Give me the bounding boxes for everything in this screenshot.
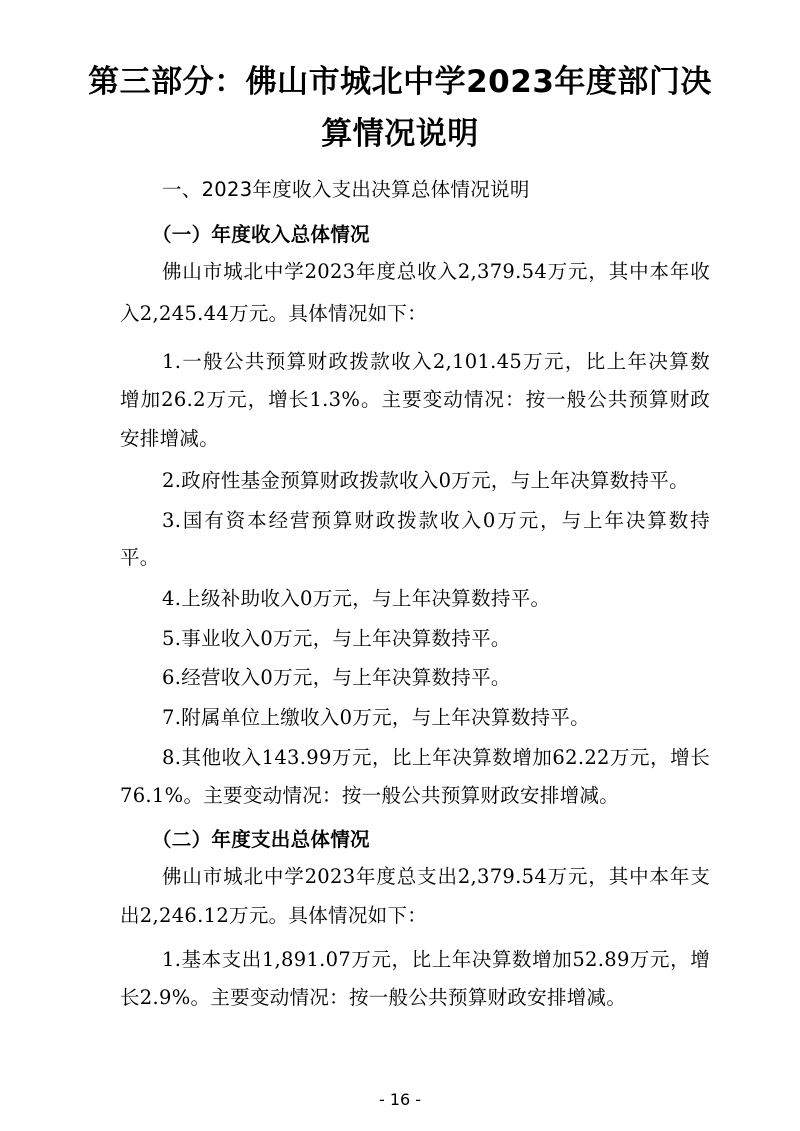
income-item-3-line-1: 3.国有资本经营预算财政拨款收入0万元，与上年决算数持 (162, 509, 710, 532)
income-item-8-line-1: 8.其他收入143.99万元，比上年决算数增加62.22万元，增长 (162, 746, 710, 769)
income-item-1-line-3: 安排增减。 (120, 427, 220, 450)
expense-item-1-line-2: 长2.9%。主要变动情况：按一般公共预算财政安排增减。 (120, 986, 627, 1009)
income-intro-line-2: 入2,245.44万元。具体情况如下： (120, 302, 428, 325)
income-heading: （一）年度收入总体情况 (152, 223, 370, 246)
page-title-line-1: 第三部分：佛山市城北中学2023年度部门决 (88, 64, 712, 100)
income-item-7: 7.附属单位上缴收入0万元，与上年决算数持平。 (162, 706, 590, 729)
expense-item-1-line-1: 1.基本支出1,891.07万元，比上年决算数增加52.89万元，增 (162, 948, 710, 971)
income-item-6: 6.经营收入0万元，与上年决算数持平。 (162, 666, 511, 689)
page-title-line-2: 算情况说明 (321, 116, 479, 152)
income-item-2: 2.政府性基金预算财政拨款收入0万元，与上年决算数持平。 (162, 469, 689, 492)
expense-intro-line-1: 佛山市城北中学2023年度总支出2,379.54万元，其中本年支 (162, 865, 710, 888)
page-number: - 16 - (378, 1090, 422, 1109)
income-intro-line-1: 佛山市城北中学2023年度总收入2,379.54万元，其中本年收 (162, 260, 710, 283)
income-item-5: 5.事业收入0万元，与上年决算数持平。 (162, 627, 511, 650)
expense-intro-line-2: 出2,246.12万元。具体情况如下： (120, 904, 428, 927)
income-item-3-line-2: 平。 (120, 546, 160, 569)
income-item-1-line-1: 1.一般公共预算财政拨款收入2,101.45万元，比上年决算数 (162, 350, 710, 373)
page-title (60, 56, 740, 160)
income-item-1-line-2: 增加26.2万元，增长1.3%。主要变动情况：按一般公共预算财政 (120, 388, 710, 411)
expense-heading: （二）年度支出总体情况 (152, 828, 370, 851)
section-heading: 一、2023年度收入支出决算总体情况说明 (162, 178, 530, 201)
income-item-8-line-2: 76.1%。主要变动情况：按一般公共预算财政安排增减。 (120, 784, 620, 807)
income-item-4: 4.上级补助收入0万元，与上年决算数持平。 (162, 587, 551, 610)
